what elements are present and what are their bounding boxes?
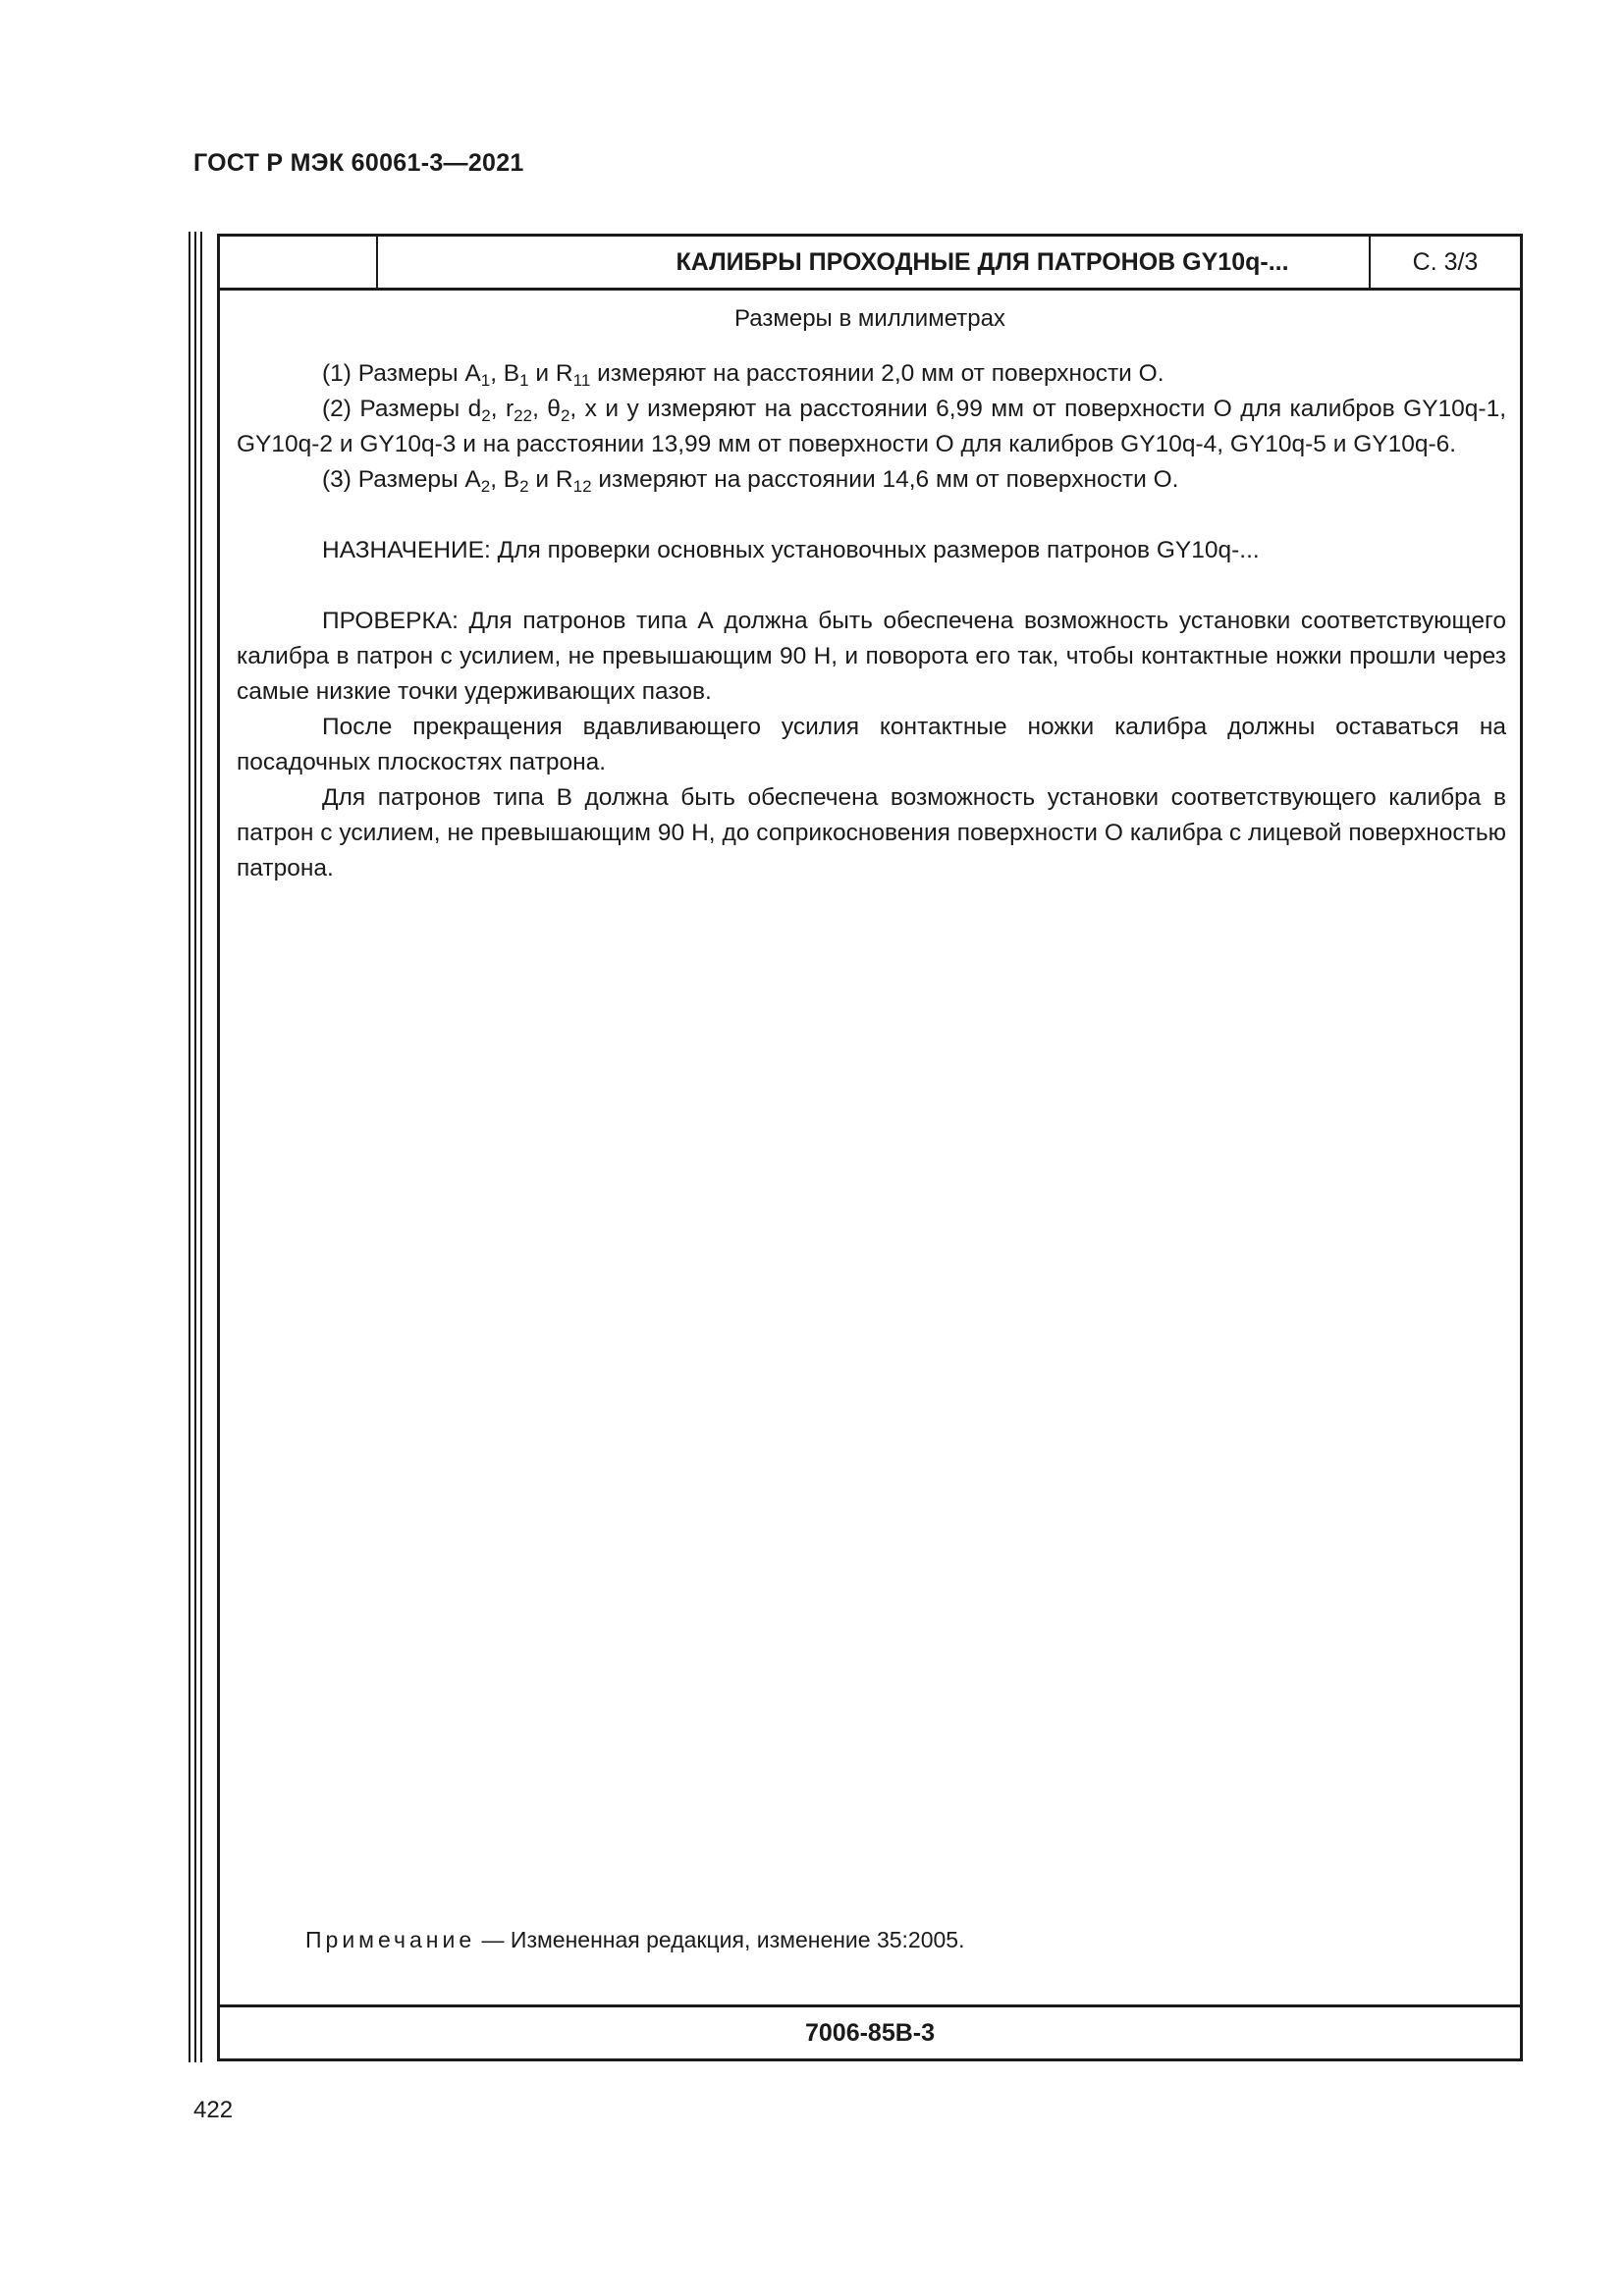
check-paragraph-2: После прекращения вдавливающего усилия контактные ножки калибра должны оставаться на посадочных плоскостях патрона.: [237, 714, 1506, 775]
check-paragraph-3: Для патронов типа В должна быть обеспечена возможность установки соответствующего калибра в патрон с усилием, не превышающим 90 Н, до соприкосновения поверхности O калибра с лицевой поверхностью патрона.: [237, 784, 1506, 881]
sheet-title: КАЛИБРЫ ПРОХОДНЫЕ ДЛЯ ПАТРОНОВ GY10q-...: [676, 247, 1289, 276]
note-label: Примечание: [305, 1927, 476, 1952]
header-empty-cell: [220, 237, 378, 288]
sheet-number: 7006-85B-3: [220, 2004, 1520, 2058]
sheet-frame: [217, 234, 1523, 2061]
units-caption: Размеры в миллиметрах: [734, 305, 1005, 332]
dimension-note-1: (1) Размеры $A_1$, $B_1$ и $R_{11}$ измеряют на расстоянии 2,0 мм от поверхности O.: [322, 360, 1164, 390]
sheet-header-row: [220, 237, 1520, 291]
purpose-paragraph: НАЗНАЧЕНИЕ: Для проверки основных установочных размеров патронов GY10q-...: [322, 537, 1260, 563]
note-text: — Измененная редакция, изменение 35:2005.: [475, 1927, 965, 1952]
check-paragraph-1: ПРОВЕРКА: Для патронов типа А должна быть обеспечена возможность установки соответствующего калибра в патрон с усилием, не превышающим 90 Н, и поворота его так, чтобы контактные ножки прошли через самые низкие точки удерживающих пазов.: [237, 608, 1506, 705]
document-header: ГОСТ Р МЭК 60061-3—2021: [193, 149, 524, 177]
binding-bars: [189, 232, 202, 2062]
sheet-page-label: С. 3/3: [1369, 237, 1520, 288]
dimension-note-3: (3) Размеры $A_2$, $B_2$ и $R_{12}$ измеряют на расстоянии 14,6 мм от поверхности O.: [322, 466, 1179, 496]
sheet-body: [237, 356, 1506, 886]
amendment-note: [305, 1927, 965, 1953]
page-number: 422: [193, 2097, 234, 2123]
dimension-note-2: (2) Размеры $d_2$, $r_{22}$, $\theta_2$, x и y измеряют на расстоянии 6,99 мм от поверхности O для калибров GY10q-1, GY10q-2 и GY10q-3 и на расстоянии 13,99 мм от поверхности O для калибров GY10q-4, GY10q-5 и GY10q-6.: [237, 396, 1507, 457]
